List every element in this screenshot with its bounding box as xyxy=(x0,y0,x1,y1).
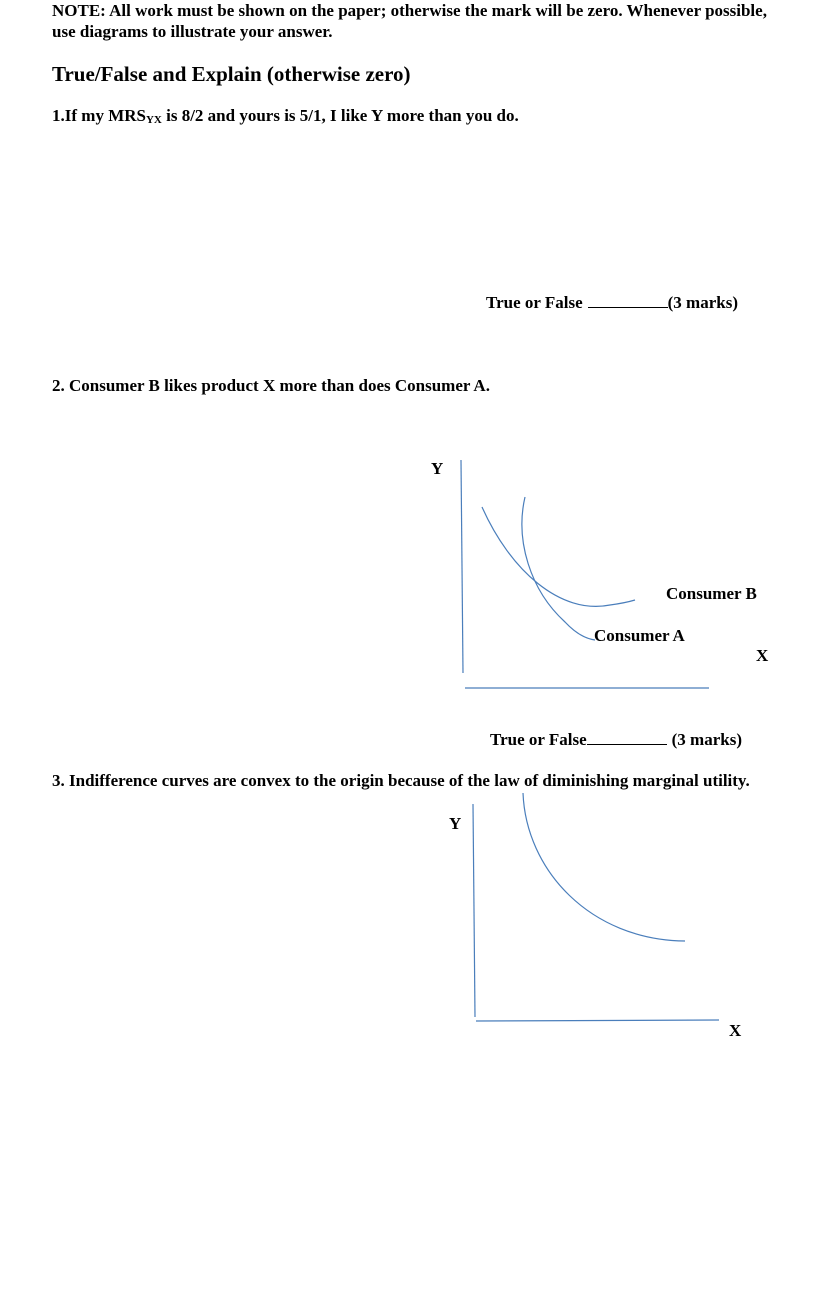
q2-x-label: X xyxy=(756,646,769,665)
answer-label: True or False xyxy=(486,293,583,312)
section-title: True/False and Explain (otherwise zero) xyxy=(52,62,411,86)
q3-y-axis xyxy=(473,804,475,1017)
q3-y-label: Y xyxy=(449,814,462,833)
answer-label: True or False xyxy=(490,730,587,749)
q2-y-label: Y xyxy=(431,459,444,478)
marks-label: (3 marks) xyxy=(667,293,738,312)
question-1-text-rest: is 8/2 and yours is 5/1, I like Y more than you do. xyxy=(161,106,519,125)
question-1-text: 1.If my MRS xyxy=(52,106,146,125)
question-2: 2. Consumer B likes product X more than does Consumer A. xyxy=(52,376,490,395)
consumer-b-label: Consumer B xyxy=(666,584,757,603)
indifference-curve xyxy=(523,793,685,941)
q3-x-axis xyxy=(476,1020,719,1021)
q3-x-label: X xyxy=(729,1021,742,1040)
instructions-note: NOTE: All work must be shown on the paper; otherwise the mark will be zero. Whenever possible, use diagrams to illustrate your answer. xyxy=(52,1,767,41)
question-3: 3. Indifference curves are convex to the origin because of the law of diminishing marginal utility. xyxy=(52,771,750,790)
marks-label: (3 marks) xyxy=(671,730,742,749)
consumer-a-label: Consumer A xyxy=(594,626,685,645)
question-1-subscript: YX xyxy=(145,114,162,126)
